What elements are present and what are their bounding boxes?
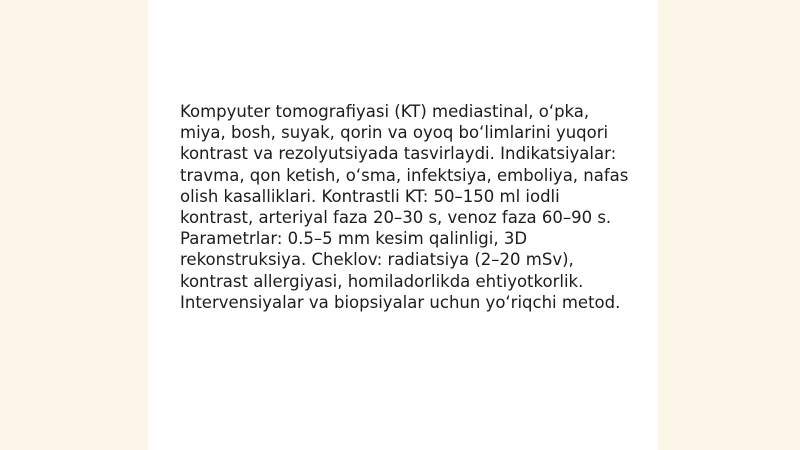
- text-line: Kompyuter tomografiyasi (KT) mediastinal, oʻpka,: [180, 102, 590, 121]
- text-line: rekonstruksiya. Cheklov: radiatsiya (2–20 mSv),: [180, 250, 574, 270]
- body-paragraph: [180, 101, 629, 313]
- text-line: kontrast allergiyasi, homiladorlikda ehtiyotkorlik.: [180, 271, 584, 291]
- text-line: Intervensiyalar va biopsiyalar uchun yoʻriqchi metod.: [180, 292, 621, 312]
- text-line: kontrast, arteriyal faza 20–30 s, venoz faza 60–90 s.: [180, 208, 612, 228]
- text-line: olish kasalliklari. Kontrastli KT: 50–150 ml iodli: [180, 186, 560, 206]
- text-line: travma, qon ketish, oʻsma, infektsiya, emboliya, nafas: [180, 165, 629, 185]
- text-line: kontrast va rezolyutsiyada tasvirlaydi. Indikatsiyalar:: [180, 144, 617, 164]
- document-page: [148, 0, 658, 450]
- text-line: miya, bosh, suyak, qorin va oyoq boʻlimlarini yuqori: [180, 123, 609, 143]
- text-line: Parametrlar: 0.5–5 mm kesim qalinligi, 3D: [180, 229, 528, 249]
